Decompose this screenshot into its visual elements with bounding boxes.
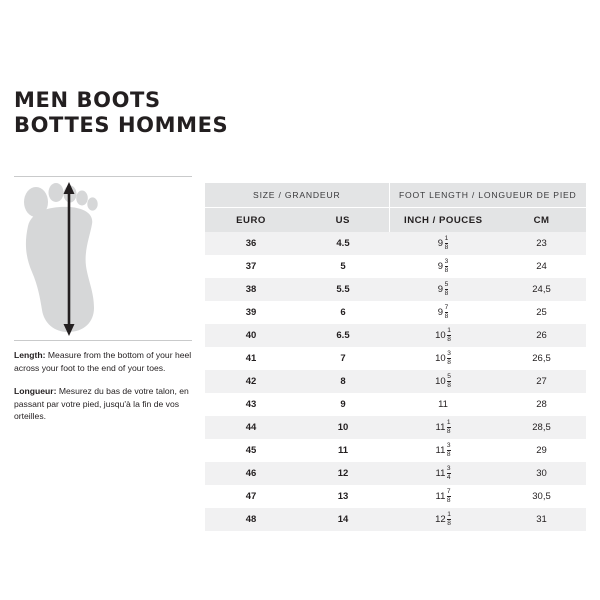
- cell-inch: 10 $\frac{1}{8}$: [389, 324, 497, 347]
- cell-us: 4.5: [297, 232, 389, 255]
- table-column-header-row: [205, 208, 586, 233]
- cell-us: 6: [297, 301, 389, 324]
- cell-inch: 11 $\frac{1}{8}$: [389, 416, 497, 439]
- cell-cm: 23: [497, 232, 586, 255]
- cell-us: 11: [297, 439, 389, 462]
- foot-outline-icon: [18, 180, 138, 338]
- table-row: [205, 439, 586, 462]
- table-row: [205, 324, 586, 347]
- cell-inch: 9 $\frac{5}{8}$: [389, 278, 497, 301]
- column-header-cm: CM: [497, 208, 586, 233]
- cell-cm: 30: [497, 462, 586, 485]
- cell-inch: 11 $\frac{7}{8}$: [389, 485, 497, 508]
- cell-cm: 26,5: [497, 347, 586, 370]
- foot-illustration-block: [14, 176, 192, 341]
- cell-euro: 48: [205, 508, 297, 531]
- table-row: [205, 370, 586, 393]
- table-row: [205, 393, 586, 416]
- cell-cm: 28,5: [497, 416, 586, 439]
- cell-us: 7: [297, 347, 389, 370]
- cell-us: 12: [297, 462, 389, 485]
- cell-inch: 12 $\frac{1}{8}$: [389, 508, 497, 531]
- title-english: MEN BOOTS: [14, 88, 161, 112]
- cell-us: 13: [297, 485, 389, 508]
- group-header-foot-length: FOOT LENGTH / LONGUEUR DE PIED: [389, 183, 586, 208]
- table-row: [205, 462, 586, 485]
- column-header-us: US: [297, 208, 389, 233]
- instruction-french-lead: Longueur:: [14, 386, 57, 397]
- table-group-header-row: [205, 183, 586, 208]
- cell-us: 14: [297, 508, 389, 531]
- instruction-english-lead: Length:: [14, 350, 46, 360]
- table-body: [205, 232, 586, 531]
- cell-inch: 11: [389, 393, 497, 416]
- cell-euro: 36: [205, 232, 297, 255]
- cell-inch: 9 $\frac{7}{8}$: [389, 301, 497, 324]
- size-chart-table: [205, 183, 586, 531]
- table-row: [205, 278, 586, 301]
- divider-top: [14, 176, 192, 177]
- instruction-english: [14, 349, 204, 374]
- cell-us: 9: [297, 393, 389, 416]
- column-header-inch: INCH / POUCES: [389, 208, 497, 233]
- cell-euro: 40: [205, 324, 297, 347]
- cell-inch: 10 $\frac{5}{8}$: [389, 370, 497, 393]
- cell-inch: 10 $\frac{3}{8}$: [389, 347, 497, 370]
- instruction-french: [14, 385, 204, 423]
- cell-us: 6.5: [297, 324, 389, 347]
- table-row: [205, 232, 586, 255]
- cell-us: 5.5: [297, 278, 389, 301]
- group-header-size: SIZE / GRANDEUR: [205, 183, 389, 208]
- cell-cm: 24,5: [497, 278, 586, 301]
- cell-euro: 38: [205, 278, 297, 301]
- cell-cm: 28: [497, 393, 586, 416]
- cell-euro: 47: [205, 485, 297, 508]
- cell-cm: 30,5: [497, 485, 586, 508]
- cell-cm: 31: [497, 508, 586, 531]
- cell-euro: 45: [205, 439, 297, 462]
- page-title: [14, 88, 354, 138]
- divider-bottom: [14, 340, 192, 341]
- cell-inch: 9 $\frac{3}{8}$: [389, 255, 497, 278]
- cell-euro: 39: [205, 301, 297, 324]
- cell-cm: 27: [497, 370, 586, 393]
- cell-euro: 44: [205, 416, 297, 439]
- cell-inch: 11 $\frac{3}{8}$: [389, 439, 497, 462]
- cell-cm: 25: [497, 301, 586, 324]
- measurement-instructions: [14, 349, 204, 434]
- cell-inch: 11 $\frac{3}{4}$: [389, 462, 497, 485]
- cell-us: 5: [297, 255, 389, 278]
- table-row: [205, 255, 586, 278]
- instruction-french-text: Mesurez du bas de votre talon, en passant par votre pied, jusqu'à la fin de vos orteilles.: [14, 386, 189, 422]
- table-row: [205, 301, 586, 324]
- cell-us: 8: [297, 370, 389, 393]
- cell-cm: 26: [497, 324, 586, 347]
- cell-euro: 43: [205, 393, 297, 416]
- instruction-english-text: Measure from the bottom of your heel across your foot to the end of your toes.: [14, 350, 192, 373]
- cell-cm: 24: [497, 255, 586, 278]
- cell-us: 10: [297, 416, 389, 439]
- cell-euro: 37: [205, 255, 297, 278]
- table-row: [205, 416, 586, 439]
- title-french: BOTTES HOMMES: [14, 113, 229, 137]
- column-header-euro: EURO: [205, 208, 297, 233]
- table-row: [205, 347, 586, 370]
- table-row: [205, 508, 586, 531]
- cell-inch: 9 $\frac{1}{8}$: [389, 232, 497, 255]
- cell-euro: 41: [205, 347, 297, 370]
- cell-euro: 42: [205, 370, 297, 393]
- table-row: [205, 485, 586, 508]
- cell-euro: 46: [205, 462, 297, 485]
- cell-cm: 29: [497, 439, 586, 462]
